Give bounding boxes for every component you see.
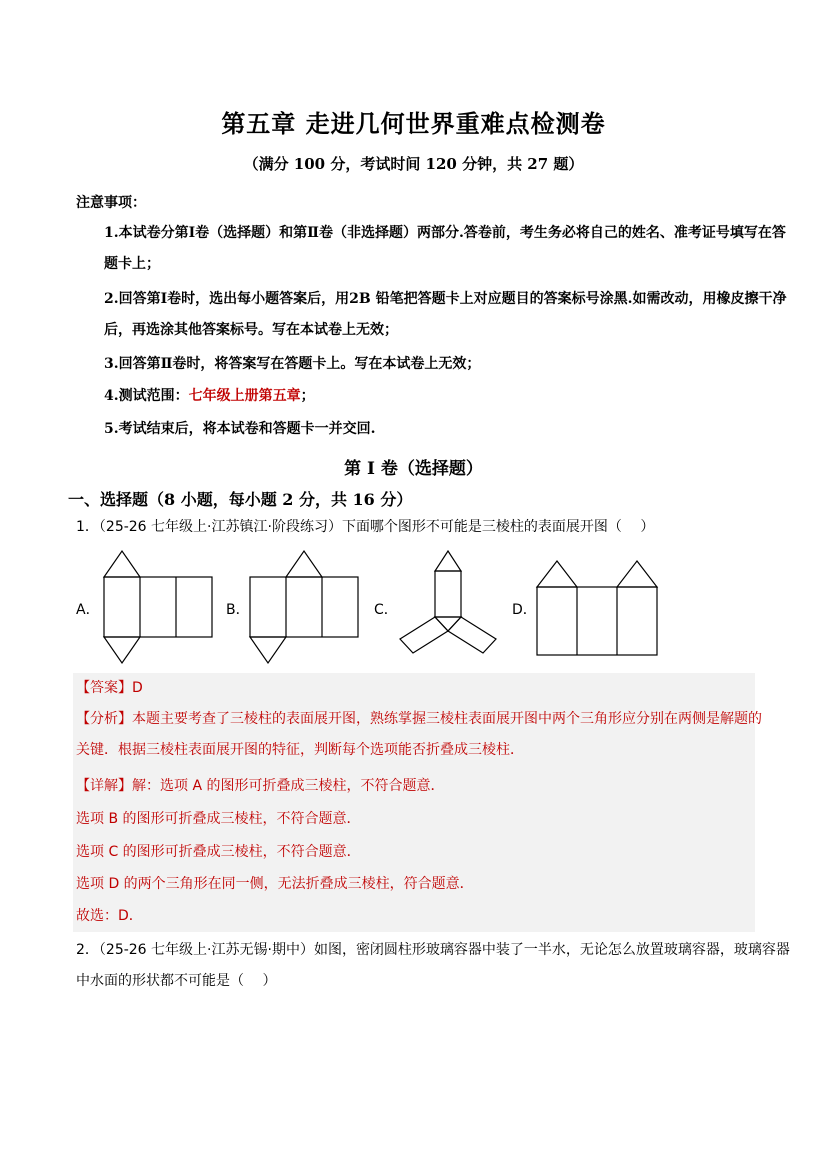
- detail-first-text: 解：选项 A 的图形可折叠成三棱柱，不符合题意．: [132, 778, 445, 794]
- net-figures: [0, 545, 827, 670]
- option-a-label: A．: [76, 602, 100, 618]
- note-2-text: 2.回答第Ⅰ卷时，选出每小题答案后，用2B 铅笔把答题卡上对应题目的答案标号涂黑.如需改动，用橡皮擦干净后，再选涂其他答案标号。写在本试卷上无效；: [104, 291, 787, 338]
- analysis: [76, 704, 766, 766]
- option-d-label: D．: [512, 602, 537, 618]
- analysis-label: 【分析】: [76, 711, 132, 727]
- detail-d: 选项 D 的两个三角形在同一侧，无法折叠成三棱柱，符合题意．: [76, 876, 474, 892]
- exam-info: （满分 100 分，考试时间 120 分钟，共 27 题）: [243, 155, 584, 173]
- part-heading: 一、选择题（8 小题，每小题 2 分，共 16 分）: [68, 490, 413, 509]
- question-1-stem: 1．（25-26 七年级上·江苏镇江·阶段练习）下面哪个图形不可能是三棱柱的表面展开图（ ）: [76, 519, 655, 535]
- question-2-stem: 2．（25-26 七年级上·江苏无锡·期中）如图，密闭圆柱形玻璃容器中装了一半水，无论怎么放置玻璃容器，玻璃容器中水面的形状都不可能是（ ）: [76, 942, 790, 989]
- note-5-text: 5.考试结束后，将本试卷和答题卡一并交回.: [104, 421, 376, 437]
- answer-value: D: [132, 680, 143, 696]
- test-range: 七年级上册第五章: [188, 388, 301, 404]
- answer-label: 【答案】: [76, 680, 132, 696]
- detail-b: 选项 B 的图形可折叠成三棱柱，不符合题意．: [76, 811, 361, 827]
- note-3-text: 3.回答第Ⅱ卷时，将答案写在答题卡上。写在本试卷上无效；: [104, 356, 481, 372]
- conclusion: 故选：D．: [76, 908, 143, 924]
- net-option-b: [250, 551, 358, 663]
- notes-heading: 注意事项：: [76, 195, 146, 211]
- note-4-suffix: ；: [300, 388, 315, 404]
- section-title: 第 I 卷（选择题）: [344, 459, 483, 479]
- option-c-label: C．: [374, 602, 398, 618]
- page-title: 第五章 走进几何世界重难点检测卷: [221, 109, 606, 138]
- analysis-text: 本题主要考查了三棱柱的表面展开图，熟练掌握三棱柱表面展开图中两个三角形应分别在两侧是解题的关键．根据三棱柱表面展开图的特征，判断每个选项能否折叠成三棱柱．: [76, 711, 762, 758]
- net-option-d: [537, 561, 657, 655]
- detail-c: 选项 C 的图形可折叠成三棱柱，不符合题意．: [76, 844, 361, 860]
- answer-line: [76, 673, 766, 704]
- net-option-a: [104, 551, 212, 663]
- note-5: [76, 414, 792, 445]
- detail-first: [76, 771, 766, 802]
- note-1: [76, 218, 792, 280]
- detail-label: 【详解】: [76, 778, 132, 794]
- note-4: [76, 381, 792, 412]
- note-2: [76, 284, 792, 346]
- question-1-options: [0, 545, 827, 670]
- net-option-c: [400, 551, 496, 653]
- option-b-label: B．: [226, 602, 250, 618]
- note-4-prefix: 4.测试范围：: [104, 388, 189, 404]
- note-3: [76, 349, 792, 380]
- note-1-text: 1.本试卷分第Ⅰ卷（选择题）和第Ⅱ卷（非选择题）两部分.答卷前，考生务必将自己的姓名、准考证号填写在答题卡上；: [104, 225, 786, 272]
